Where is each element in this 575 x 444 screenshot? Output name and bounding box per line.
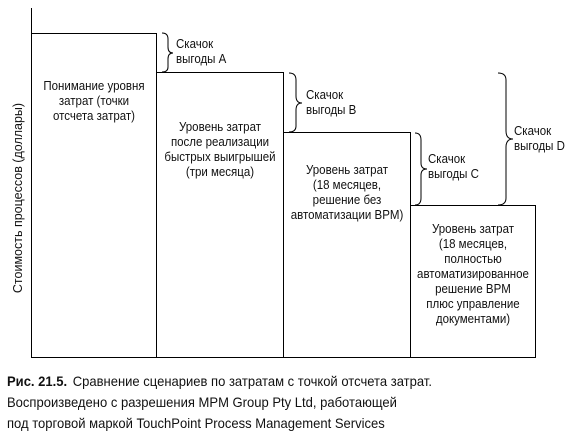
jump-d-label: Скачок выгоды D xyxy=(514,124,565,153)
brace-d xyxy=(498,73,513,205)
jump-a-label: Скачок выгоды A xyxy=(176,37,227,66)
box-full-bpm-text: Уровень затрат (18 месяцев, полностью автоматизированное решение BPM плюс управление документами) xyxy=(417,222,529,326)
y-axis-label: Стоимость процессов (доллары) xyxy=(11,102,25,294)
jump-c-label: Скачок выгоды C xyxy=(428,152,479,181)
box-baseline-text: Понимание уровня затрат (точки отсчета затрат) xyxy=(43,79,145,123)
figure-caption xyxy=(7,371,528,434)
box-quick-wins-text: Уровень затрат после реализации быстрых выигрышей (три месяца) xyxy=(164,120,276,179)
caption-number: Рис. 21.5. xyxy=(7,373,68,389)
box-quick-wins xyxy=(157,73,284,358)
brace-c xyxy=(415,133,427,205)
brace-b xyxy=(289,73,302,132)
brace-a xyxy=(162,33,173,72)
box-no-automation-text: Уровень затрат (18 месяцев, решение без автоматизации BPM) xyxy=(290,163,404,222)
caption-line-1: Сравнение сценариев по затратам с точкой отсчета затрат. xyxy=(72,373,432,389)
jump-b-label: Скачок выгоды B xyxy=(306,88,357,117)
caption-line-3: под торговой маркой TouchPoint Process Management Services xyxy=(7,415,385,431)
caption-line-2: Воспроизведено с разрешения MPM Group Pty Ltd, работающей xyxy=(7,394,397,410)
